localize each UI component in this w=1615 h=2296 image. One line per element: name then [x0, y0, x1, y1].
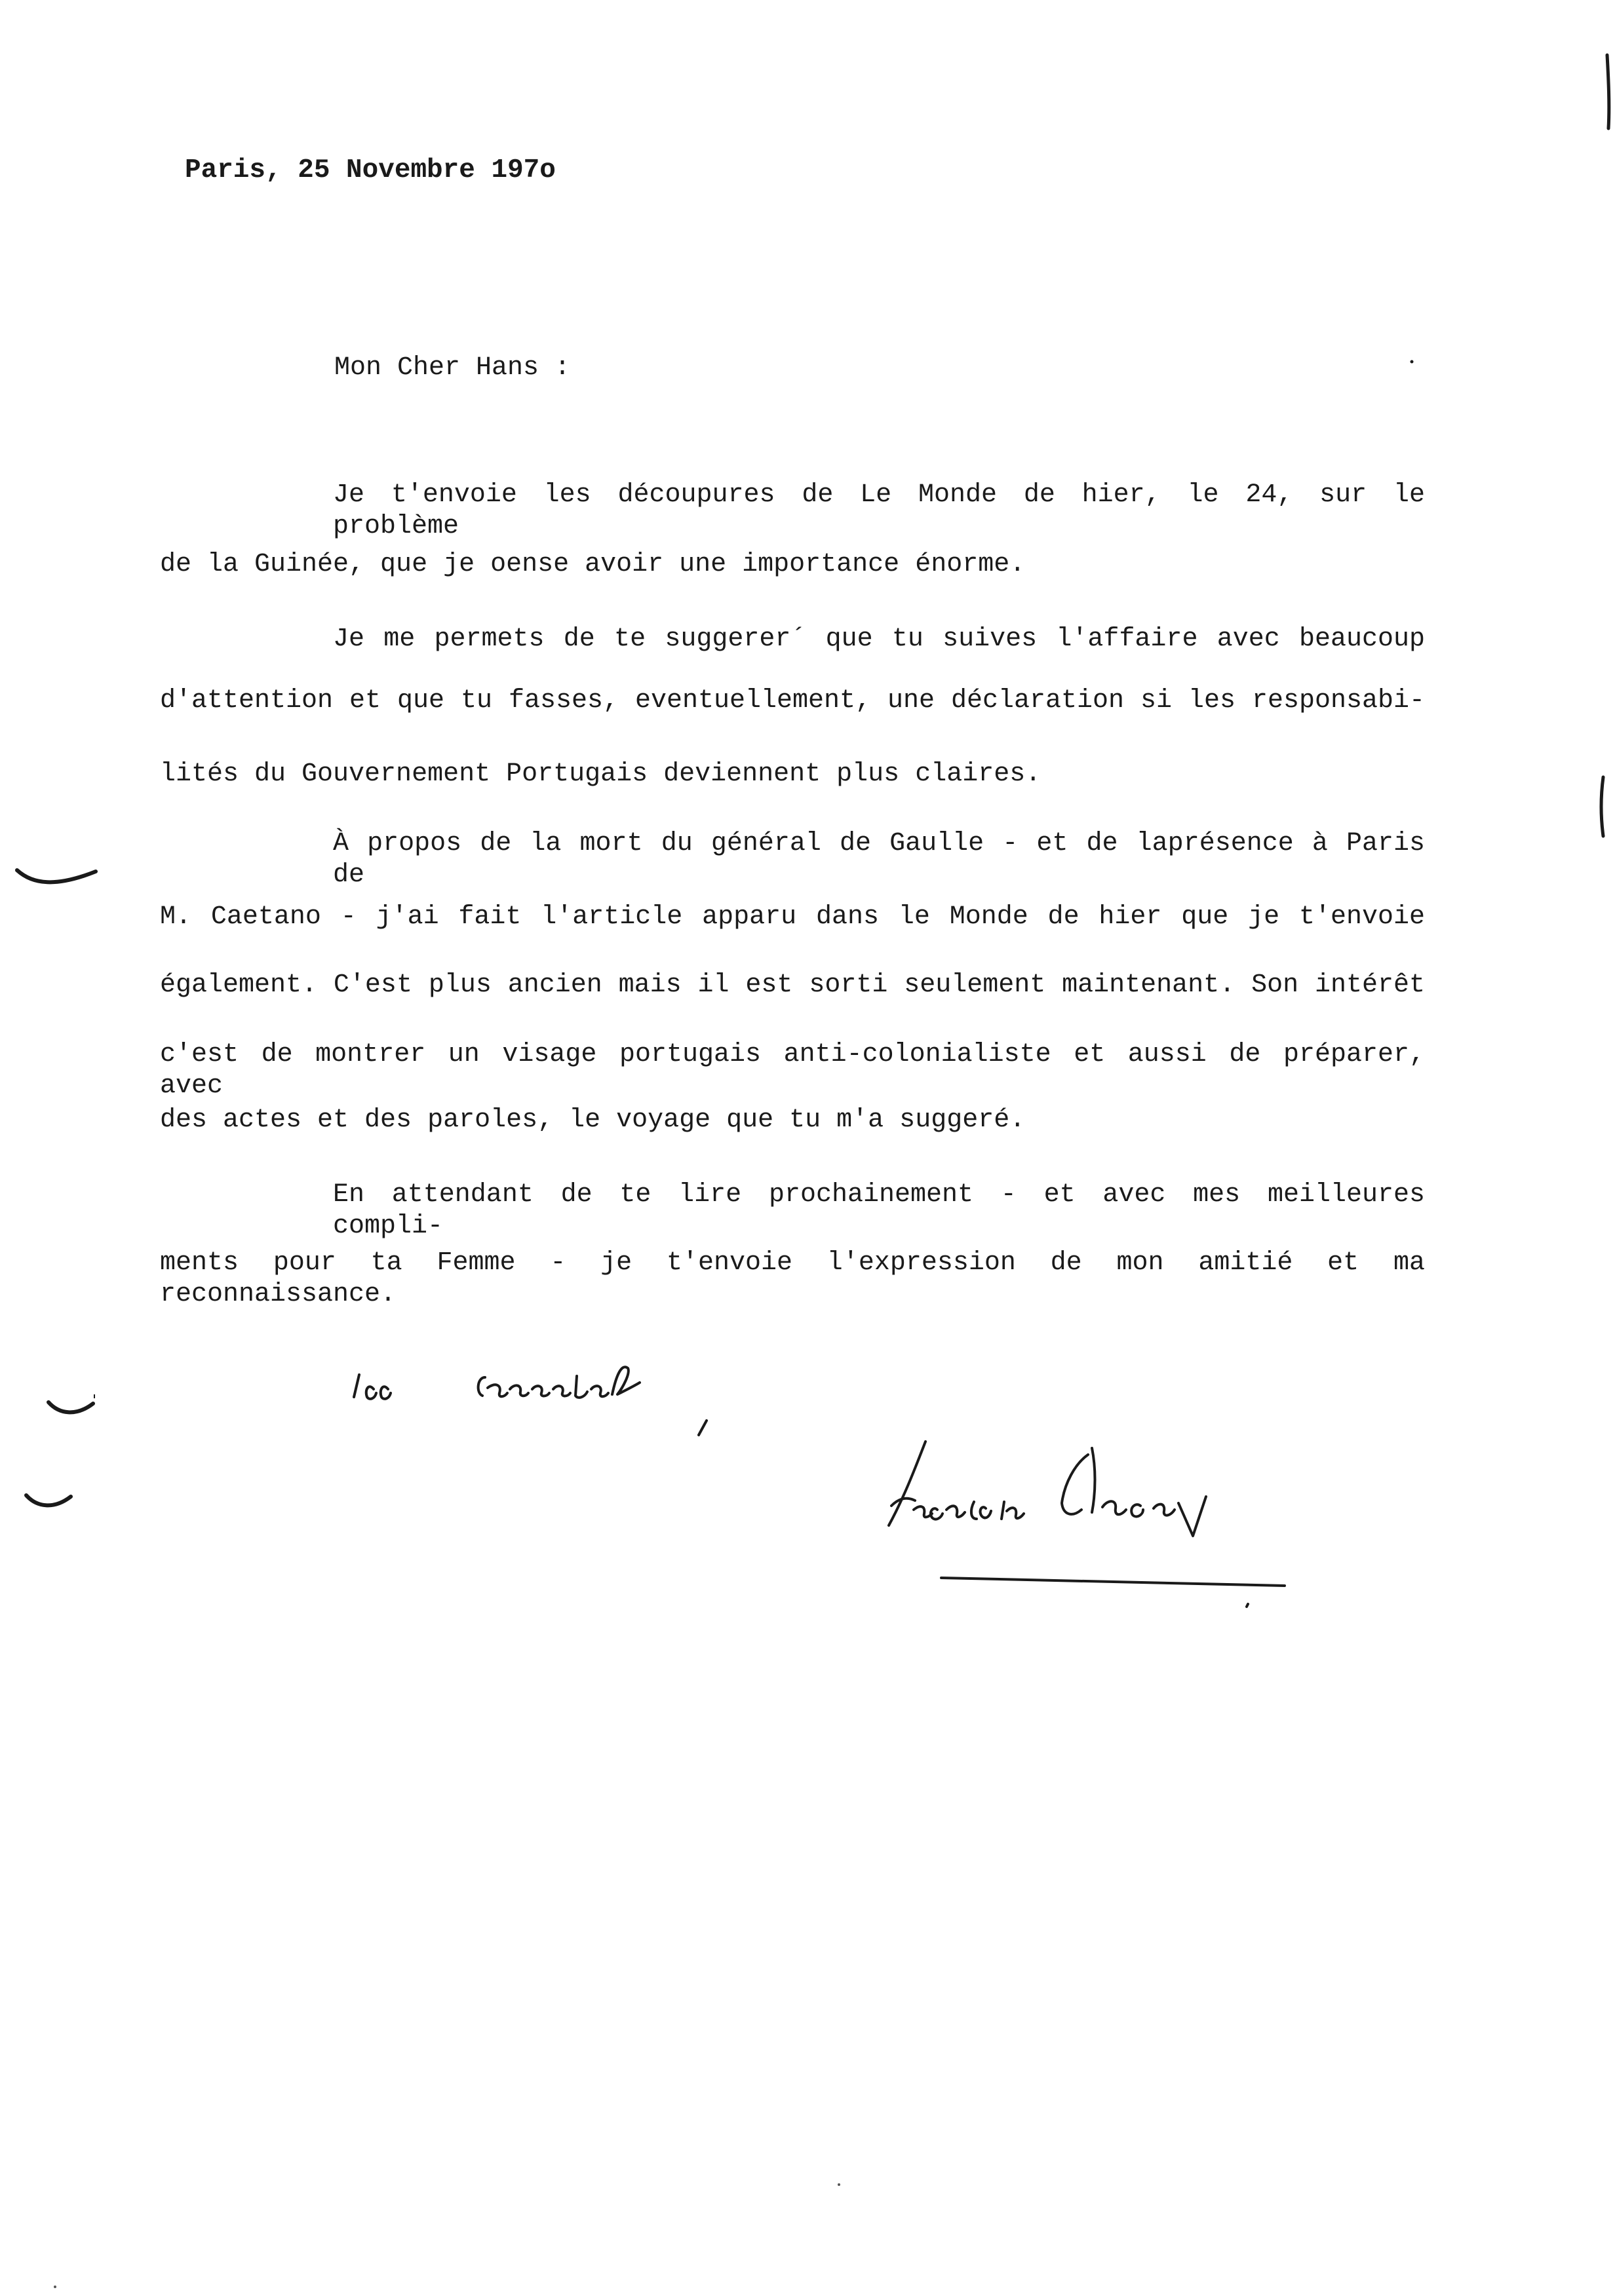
paragraph-1-line-2: de la Guinée, que je oense avoir une importance énorme.: [160, 550, 1026, 579]
paragraph-2-line-2: d'attention et que tu fasses, eventuellement, une déclaration si les responsabi-: [160, 686, 1425, 716]
margin-curve-mark: [13, 858, 98, 898]
paragraph-2-line-3: lités du Gouvernement Portugais deviennent plus claires.: [160, 759, 1041, 789]
paragraph-2-line-1: Je me permets de te suggerer´ que tu suives l'affaire avec beaucoup: [333, 624, 1425, 654]
paragraph-3-line-3: également. C'est plus ancien mais il est sorti seulement maintenant. Son intérêt: [160, 970, 1425, 1000]
handwritten-closing: [347, 1337, 741, 1442]
signature: [865, 1428, 1311, 1625]
letter-date: Paris, 25 Novembre 197o: [185, 155, 556, 185]
paragraph-4-line-1: En attendant de te lire prochainement - et avec mes meilleures compli-: [333, 1180, 1425, 1241]
ink-speck: [836, 2182, 842, 2187]
paragraph-3-line-1: À propos de la mort du général de Gaulle - et de laprésence à Paris de: [333, 829, 1425, 890]
letter-salutation: Mon Cher Hans :: [334, 353, 571, 383]
paragraph-3-line-2: M. Caetano - j'ai fait l'article apparu dans le Monde de hier que je t'envoie: [160, 902, 1425, 932]
margin-bracket-mark: [1598, 773, 1608, 839]
paragraph-3-line-4: c'est de montrer un visage portugais anti-colonialiste et aussi de préparer, avec: [160, 1040, 1425, 1101]
margin-curve-mark: [46, 1389, 98, 1428]
paragraph-4-line-2: ments pour ta Femme - je t'envoie l'expression de mon amitié et ma reconnaissance.: [160, 1248, 1425, 1309]
ink-speck: [52, 2284, 58, 2289]
margin-bracket-mark: [1602, 52, 1612, 131]
paragraph-3-line-5: des actes et des paroles, le voyage que tu m'a suggeré.: [160, 1105, 1026, 1135]
ink-speck: [1409, 359, 1414, 364]
margin-curve-mark: [24, 1487, 76, 1520]
paragraph-1-line-1: Je t'envoie les découpures de Le Monde de hier, le 24, sur le problème: [333, 480, 1425, 541]
